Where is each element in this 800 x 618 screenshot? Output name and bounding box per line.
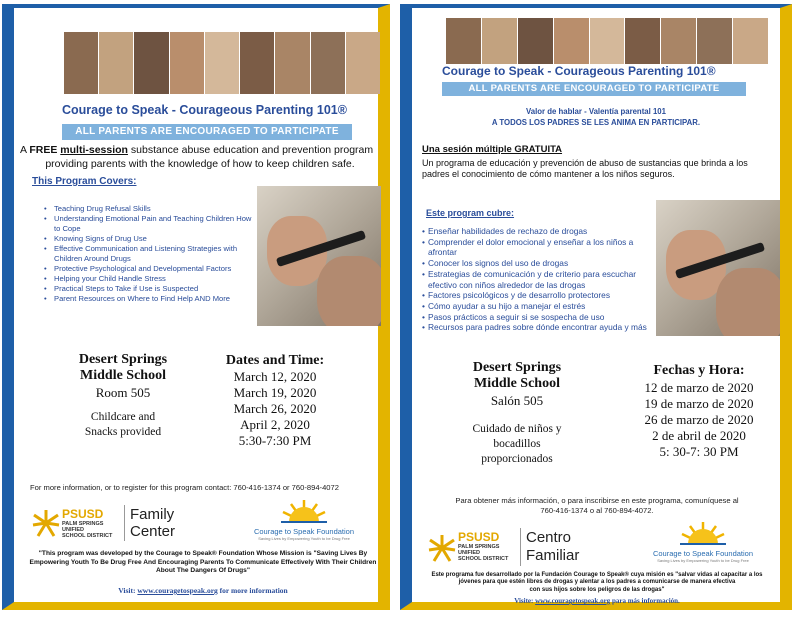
dates-heading: Dates and Time:: [225, 353, 325, 368]
subtitle-line: A TODOS LOS PADRES SE LES ANIMA EN PARTICIPAR.: [491, 118, 701, 127]
childcare-note: [452, 422, 582, 467]
website-link[interactable]: www.couragetospeak.org: [535, 597, 611, 605]
psusd-name-line: PALM SPRINGS: [62, 521, 104, 527]
dates-heading: Fechas y Hora:: [653, 363, 745, 378]
school-name-2: Middle School: [474, 376, 560, 391]
psusd-logo: [428, 528, 598, 568]
list-item: • Cómo ayudar a su hijo a manejar el estrés: [422, 301, 654, 312]
contact-line: [422, 496, 772, 516]
list-item: • Knowing Signs of Drug Use: [42, 234, 252, 244]
mission-line: jóvenes para que estén libres de drogas y alentar a los padres a comunicarse de manera efectiva: [458, 579, 736, 586]
foundation-tagline: Saving Lives by Empowering Youth to be Drug Free: [258, 536, 350, 541]
psusd-name: [458, 544, 508, 562]
logo-divider: [520, 528, 521, 566]
center-line: Family: [130, 506, 175, 523]
list-item: • Parent Resources on Where to Find Help AND More: [42, 294, 252, 304]
covers-heading: This Program Covers:: [32, 176, 137, 187]
childcare-line: bocadillos: [493, 438, 541, 450]
list-item: • Pasos prácticos a seguir si se sospecha de uso: [422, 312, 654, 323]
visit-label: Visite:: [514, 597, 536, 605]
intro-line-2: providing parents with the knowledge of how to keep children safe.: [45, 158, 355, 170]
school-name-2: Middle School: [80, 368, 166, 383]
session-date: 12 de marzo de 2020: [644, 380, 754, 395]
program-title: Courage to Speak - Courageous Parenting 101®: [442, 64, 716, 78]
covers-heading: Este program cubre:: [426, 208, 515, 218]
visit-rest: para más información.: [610, 597, 680, 605]
session-heading: Una sesión múltiple GRATUITA: [422, 144, 563, 155]
psusd-name-line: UNIFIED: [62, 527, 84, 533]
psusd-name-line: PALM SPRINGS: [458, 544, 500, 550]
description-line: padres el conocimiento de cómo mantener a los niños seguros.: [422, 169, 675, 179]
list-item: • Factores psicológicos y de desarrollo protectores: [422, 290, 654, 301]
foundation-name: Courage to Speak Foundation: [652, 549, 754, 558]
visit-rest: for more information: [217, 586, 288, 595]
list-item: • Conocer los signos del uso de drogas: [422, 258, 654, 269]
childcare-note: [58, 410, 188, 440]
topics-list: [42, 204, 252, 304]
mission-line: Este programa fue desarrollado por la Fundación Courage to Speak® cuya misión es "salvar vidas al capacitar a los: [431, 572, 763, 578]
location-block: [58, 352, 188, 440]
participation-banner: ALL PARENTS ARE ENCOURAGED TO PARTICIPATE: [442, 82, 746, 96]
mission-statement: "This program was developed by the Courage to Speak® Foundation Whose Mission is "Saving Lives By Empowering Youth To Be Drug Free And Encouraging Parents To Communicate Effectively With Their Children About The Dangers Of Drugs": [29, 550, 377, 574]
room: Salón 505: [490, 393, 544, 408]
sun-burst-icon: [428, 534, 456, 562]
foundation-logo: [638, 520, 768, 563]
program-title: Courage to Speak - Courageous Parenting 101®: [62, 103, 347, 117]
family-photo-strip: [446, 18, 768, 64]
dates-block: [210, 352, 340, 449]
session-date: March 12, 2020: [233, 369, 317, 384]
session-date: March 26, 2020: [233, 401, 317, 416]
description-line: Un programa de educación y prevención de abuso de sustancias que brinda a los: [422, 158, 748, 168]
session-time: 5: 30-7: 30 PM: [659, 444, 739, 459]
foundation-name: Courage to Speak Foundation: [253, 527, 355, 536]
session-description: [422, 158, 778, 180]
location-block: [452, 360, 582, 467]
school-name: Desert Springs: [472, 360, 562, 375]
list-item: • Understanding Emotional Pain and Teaching Children How to Cope: [42, 214, 252, 234]
session-date: 2 de abril de 2020: [652, 428, 746, 443]
visit-line: [422, 597, 772, 605]
session-date: March 19, 2020: [233, 385, 317, 400]
list-item: • Teaching Drug Refusal Skills: [42, 204, 252, 214]
spanish-flyer: [400, 4, 792, 610]
contact-line: For more information, or to register for this program contact: 760-416-1374 or 760-894-4072: [30, 483, 339, 492]
center-line: Centro: [526, 529, 572, 546]
visit-label: Visit:: [118, 586, 138, 595]
room: Room 505: [95, 385, 151, 400]
intro-line-1: A FREE multi-session substance abuse education and prevention program: [20, 144, 374, 156]
psusd-abbr: PSUSD: [458, 530, 500, 544]
contact-line-1: Para obtener más información, o para inscribirse en este programa, comuníquese al: [455, 496, 739, 505]
contact-line-2: 760-416-1374 o al 760-894-4072.: [540, 506, 654, 515]
logo-divider: [124, 505, 125, 541]
psusd-abbr: PSUSD: [62, 507, 104, 521]
centro-familiar-label: [526, 529, 579, 565]
list-item: • Comprender el dolor emocional y enseñar a los niños a afrontar: [422, 237, 654, 258]
list-item: • Effective Communication and Listening Strategies with Children Around Drugs: [42, 244, 252, 264]
session-time: 5:30-7:30 PM: [238, 433, 312, 448]
subtitle-line: Valor de hablar - Valentía parental 101: [526, 107, 666, 116]
list-item: • Estrategias de comunicación y de criterio para escuchar efectivo con niños alrededor de las drogas: [422, 269, 654, 290]
family-center-label: [130, 506, 175, 540]
session-date: 19 de marzo de 2020: [644, 396, 754, 411]
drug-photo: [257, 186, 381, 326]
childcare-line: Snacks provided: [84, 426, 162, 438]
foundation-logo: [244, 498, 364, 541]
childcare-line: Childcare and: [90, 411, 156, 423]
session-date: 26 de marzo de 2020: [644, 412, 754, 427]
mission-statement: [422, 572, 772, 594]
list-item: • Recursos para padres sobre dónde encontrar ayuda y más: [422, 322, 654, 333]
psusd-logo: [32, 505, 192, 541]
psusd-name-line: SCHOOL DISTRICT: [458, 556, 509, 562]
dates-block: [624, 362, 774, 460]
english-flyer: [2, 4, 390, 610]
psusd-name-line: SCHOOL DISTRICT: [62, 533, 113, 539]
childcare-line: proporcionados: [481, 453, 553, 465]
list-item: • Enseñar habilidades de rechazo de drogas: [422, 226, 654, 237]
rising-sun-icon: [279, 498, 329, 524]
session-date: April 2, 2020: [240, 417, 310, 432]
visit-line: [26, 586, 380, 595]
sun-burst-icon: [32, 509, 60, 537]
family-photo-strip: [64, 32, 380, 94]
spanish-subtitle: [412, 106, 780, 128]
center-line: Center: [130, 523, 176, 540]
school-name: Desert Springs: [78, 352, 168, 367]
list-item: • Helping your Child Handle Stress: [42, 274, 252, 284]
list-item: • Protective Psychological and Developmental Factors: [42, 264, 252, 274]
psusd-name-line: UNIFIED: [458, 550, 480, 556]
participation-banner: ALL PARENTS ARE ENCOURAGED TO PARTICIPATE: [62, 124, 352, 140]
list-item: • Practical Steps to Take if Use is Suspected: [42, 284, 252, 294]
topics-list: [422, 226, 654, 333]
drug-photo: [656, 200, 780, 336]
psusd-name: [62, 521, 112, 539]
foundation-tagline: Saving Lives by Empowering Youth to be Drug Free: [657, 558, 749, 563]
childcare-line: Cuidado de niños y: [472, 423, 562, 435]
mission-line: con sus hijos sobre los peligros de las drogas": [529, 586, 665, 593]
website-link[interactable]: www.couragetospeak.org: [137, 586, 218, 595]
center-line: Familiar: [526, 547, 580, 564]
rising-sun-icon: [678, 520, 728, 546]
